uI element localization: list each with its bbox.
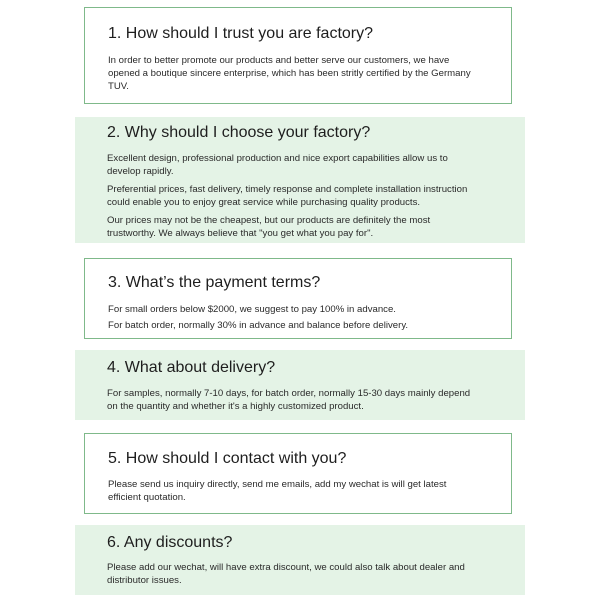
faq-answer-paragraph: For small orders below $2000, we suggest to pay 100% in advance. bbox=[108, 304, 396, 315]
faq-answer bbox=[108, 54, 478, 93]
faq-question: 3. What’s the payment terms? bbox=[108, 274, 321, 291]
faq-answer-paragraph: Please add our wechat, will have extra discount, we could also talk about dealer and distributor issues. bbox=[107, 562, 465, 586]
faq-question: 5. How should I contact with you? bbox=[108, 450, 347, 467]
faq-answer bbox=[107, 387, 477, 413]
faq-answer bbox=[107, 152, 477, 240]
faq-question: 2. Why should I choose your factory? bbox=[107, 124, 371, 141]
faq-question: 1. How should I trust you are factory? bbox=[108, 25, 374, 42]
faq-question: 6. Any discounts? bbox=[107, 534, 233, 551]
faq-answer-paragraph: Please send us inquiry directly, send me emails, add my wechat is will get latest efficient quotation. bbox=[108, 479, 447, 503]
faq-answer-paragraph: For samples, normally 7-10 days, for batch order, normally 15-30 days mainly depend on the quantity and whether it's a highly customized product. bbox=[107, 388, 471, 412]
faq-card-contact bbox=[84, 433, 512, 514]
faq-card-why-choose bbox=[75, 117, 525, 243]
faq-answer-paragraph: Excellent design, professional production and nice export capabilities allow us to develop rapidly. bbox=[107, 153, 448, 177]
faq-card-delivery bbox=[75, 350, 525, 420]
faq-answer bbox=[108, 478, 478, 504]
faq-question: 4. What about delivery? bbox=[107, 359, 276, 376]
faq-answer bbox=[107, 561, 477, 587]
faq-answer-paragraph: In order to better promote our products and better serve our customers, we have opened a boutique sincere enterprise, which has been stritly certified by the Germany TUV. bbox=[108, 55, 471, 92]
faq-answer-paragraph: Our prices may not be the cheapest, but our products are definitely the most trustworthy. We always believe that "you get what you pay for". bbox=[107, 215, 431, 239]
faq-card-payment bbox=[84, 258, 512, 339]
faq-card-trust bbox=[84, 7, 512, 104]
faq-answer-paragraph: For batch order, normally 30% in advance and balance before delivery. bbox=[108, 320, 409, 331]
faq-card-discounts bbox=[75, 525, 525, 595]
faq-answer-paragraph: Preferential prices, fast delivery, timely response and complete installation instruction could enable you to enjoy great service while purchasing quality products. bbox=[107, 184, 468, 208]
faq-answer bbox=[108, 303, 478, 332]
